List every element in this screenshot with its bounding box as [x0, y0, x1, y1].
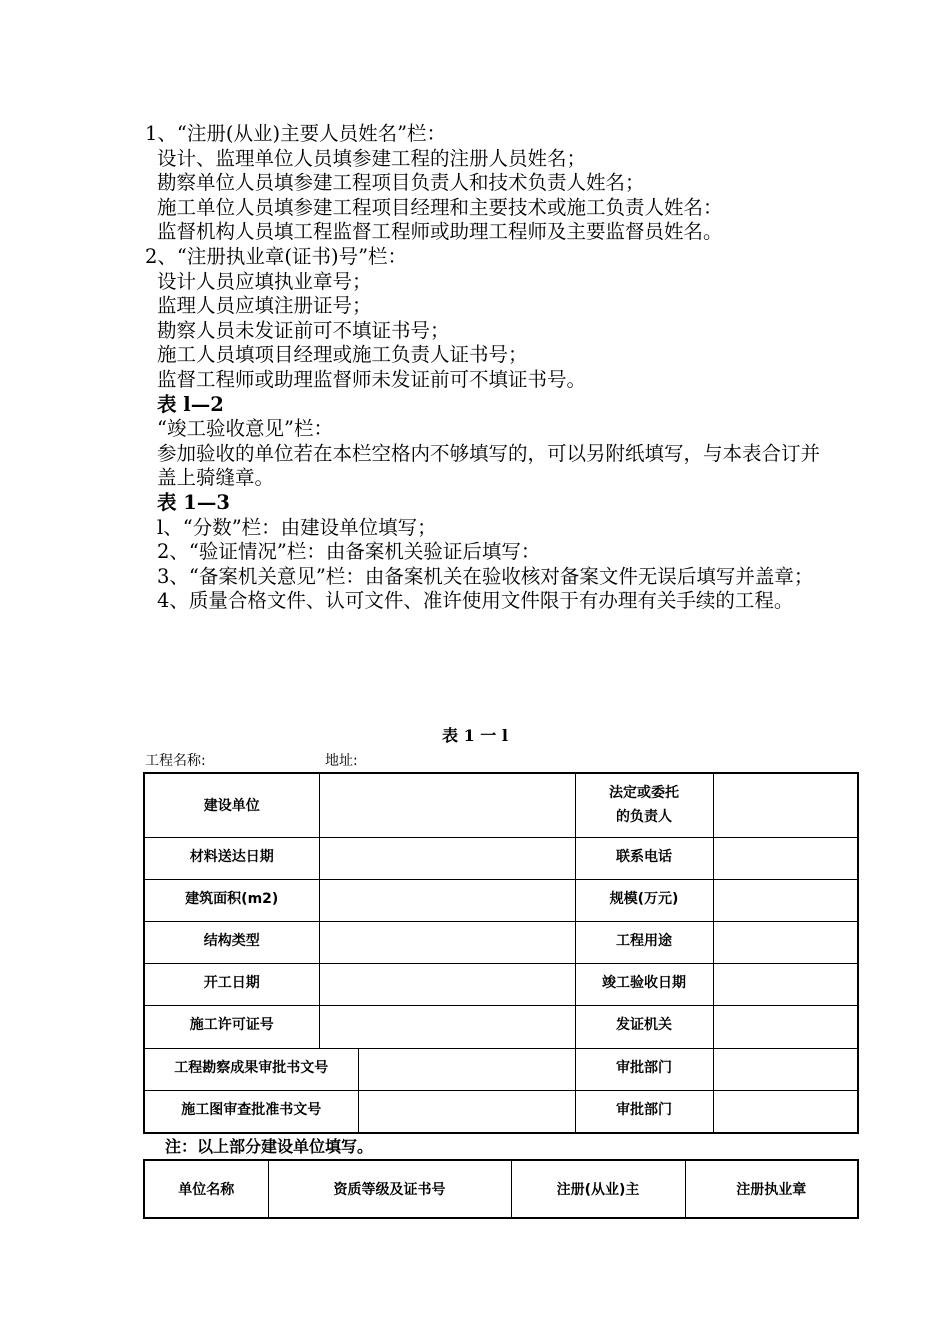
row-label: 工程用途	[575, 921, 713, 963]
instructions	[145, 122, 825, 614]
value-cell[interactable]	[358, 1048, 575, 1090]
column-header: 资质等级及证书号	[268, 1160, 511, 1218]
value-cell[interactable]	[713, 879, 858, 921]
row-label: 施工图审查批准书文号	[144, 1090, 358, 1133]
table-row	[144, 879, 858, 921]
instruction-line: 施工单位人员填参建工程项目经理和主要技术或施工负责人姓名：	[157, 195, 723, 219]
row-label: 规模(万元)	[575, 879, 713, 921]
table-title: 表 1 一 l	[442, 726, 508, 745]
table-row	[144, 1048, 858, 1090]
instruction-paragraph: 参加验收的单位若在本栏空格内不够填写的，可以另附纸填写，与本表合订并盖上骑缝章。	[157, 441, 821, 490]
instruction-line: 勘察人员未发证前可不填证书号；	[157, 318, 450, 342]
personnel-table	[143, 1159, 859, 1219]
value-cell[interactable]	[713, 1090, 858, 1133]
instruction-line: 监督工程师或助理监督师未发证前可不填证书号。	[157, 367, 587, 391]
project-name-label: 工程名称:	[145, 753, 206, 769]
value-cell[interactable]	[319, 1005, 575, 1048]
section-heading: 表 l—2	[157, 392, 224, 416]
instruction-line: 设计人员应填执业章号；	[157, 269, 372, 293]
row-label: 施工许可证号	[144, 1005, 319, 1048]
instruction-line: 监理人员应填注册证号；	[157, 294, 372, 318]
value-cell[interactable]	[713, 963, 858, 1005]
row-label: 工程勘察成果审批书文号	[144, 1048, 358, 1090]
column-header: 单位名称	[144, 1160, 268, 1218]
value-cell[interactable]	[319, 921, 575, 963]
row-label: 审批部门	[575, 1048, 713, 1090]
instruction-line: 2、“注册执业章(证书)号”栏：	[145, 244, 408, 268]
value-cell[interactable]	[319, 773, 575, 837]
value-cell[interactable]	[319, 963, 575, 1005]
instruction-line: 1、“注册(从业)主要人员姓名”栏：	[145, 122, 447, 145]
row-label: 结构类型	[144, 921, 319, 963]
section-heading: 表 1—3	[157, 490, 230, 514]
row-label: 审批部门	[575, 1090, 713, 1133]
row-label: 建筑面积(m2)	[144, 879, 319, 921]
table-row	[144, 921, 858, 963]
value-cell[interactable]	[319, 879, 575, 921]
row-label: 材料送达日期	[144, 837, 319, 879]
instruction-line: 勘察单位人员填参建工程项目负责人和技术负责人姓名；	[157, 171, 645, 195]
instruction-paragraph: 3、“备案机关意见”栏：由备案机关在验收核对备案文件无误后填写并盖章；	[157, 564, 814, 588]
instruction-line: l、“分数”栏：由建设单位填写；	[157, 515, 437, 539]
row-label: 联系电话	[575, 837, 713, 879]
table-row	[144, 1005, 858, 1048]
row-label: 开工日期	[144, 963, 319, 1005]
value-cell[interactable]	[358, 1090, 575, 1133]
column-header: 注册(从业)主	[511, 1160, 685, 1218]
value-cell[interactable]	[713, 837, 858, 879]
value-cell[interactable]	[713, 1005, 858, 1048]
table-row	[144, 1090, 858, 1133]
table-row	[144, 773, 858, 837]
value-cell[interactable]	[713, 921, 858, 963]
instruction-paragraph: 4、质量合格文件、认可文件、准许使用文件限于有办理有关手续的工程。	[157, 589, 794, 613]
table-header-row	[144, 1160, 858, 1218]
row-label: 法定或委托 的负责人	[575, 773, 713, 837]
instruction-line: “竣工验收意见”栏：	[157, 417, 333, 441]
row-label: 竣工验收日期	[575, 963, 713, 1005]
project-info-table	[143, 772, 859, 1134]
value-cell[interactable]	[319, 837, 575, 879]
instruction-line: 监督机构人员填工程监督工程师或助理工程师及主要监督员姓名。	[157, 220, 723, 244]
instruction-line: 施工人员填项目经理或施工负责人证书号；	[157, 343, 528, 367]
row-label: 建设单位	[144, 773, 319, 837]
value-cell[interactable]	[713, 1048, 858, 1090]
address-label: 地址:	[325, 753, 358, 769]
value-cell[interactable]	[713, 773, 858, 837]
column-header: 注册执业章	[685, 1160, 858, 1218]
instruction-line: 设计、监理单位人员填参建工程的注册人员姓名；	[157, 146, 587, 170]
row-label: 发证机关	[575, 1005, 713, 1048]
table-row	[144, 837, 858, 879]
instruction-line: 2、“验证情况”栏：由备案机关验证后填写：	[157, 540, 541, 564]
table-row	[144, 963, 858, 1005]
table-note: 注：以上部分建设单位填写。	[165, 1137, 374, 1156]
